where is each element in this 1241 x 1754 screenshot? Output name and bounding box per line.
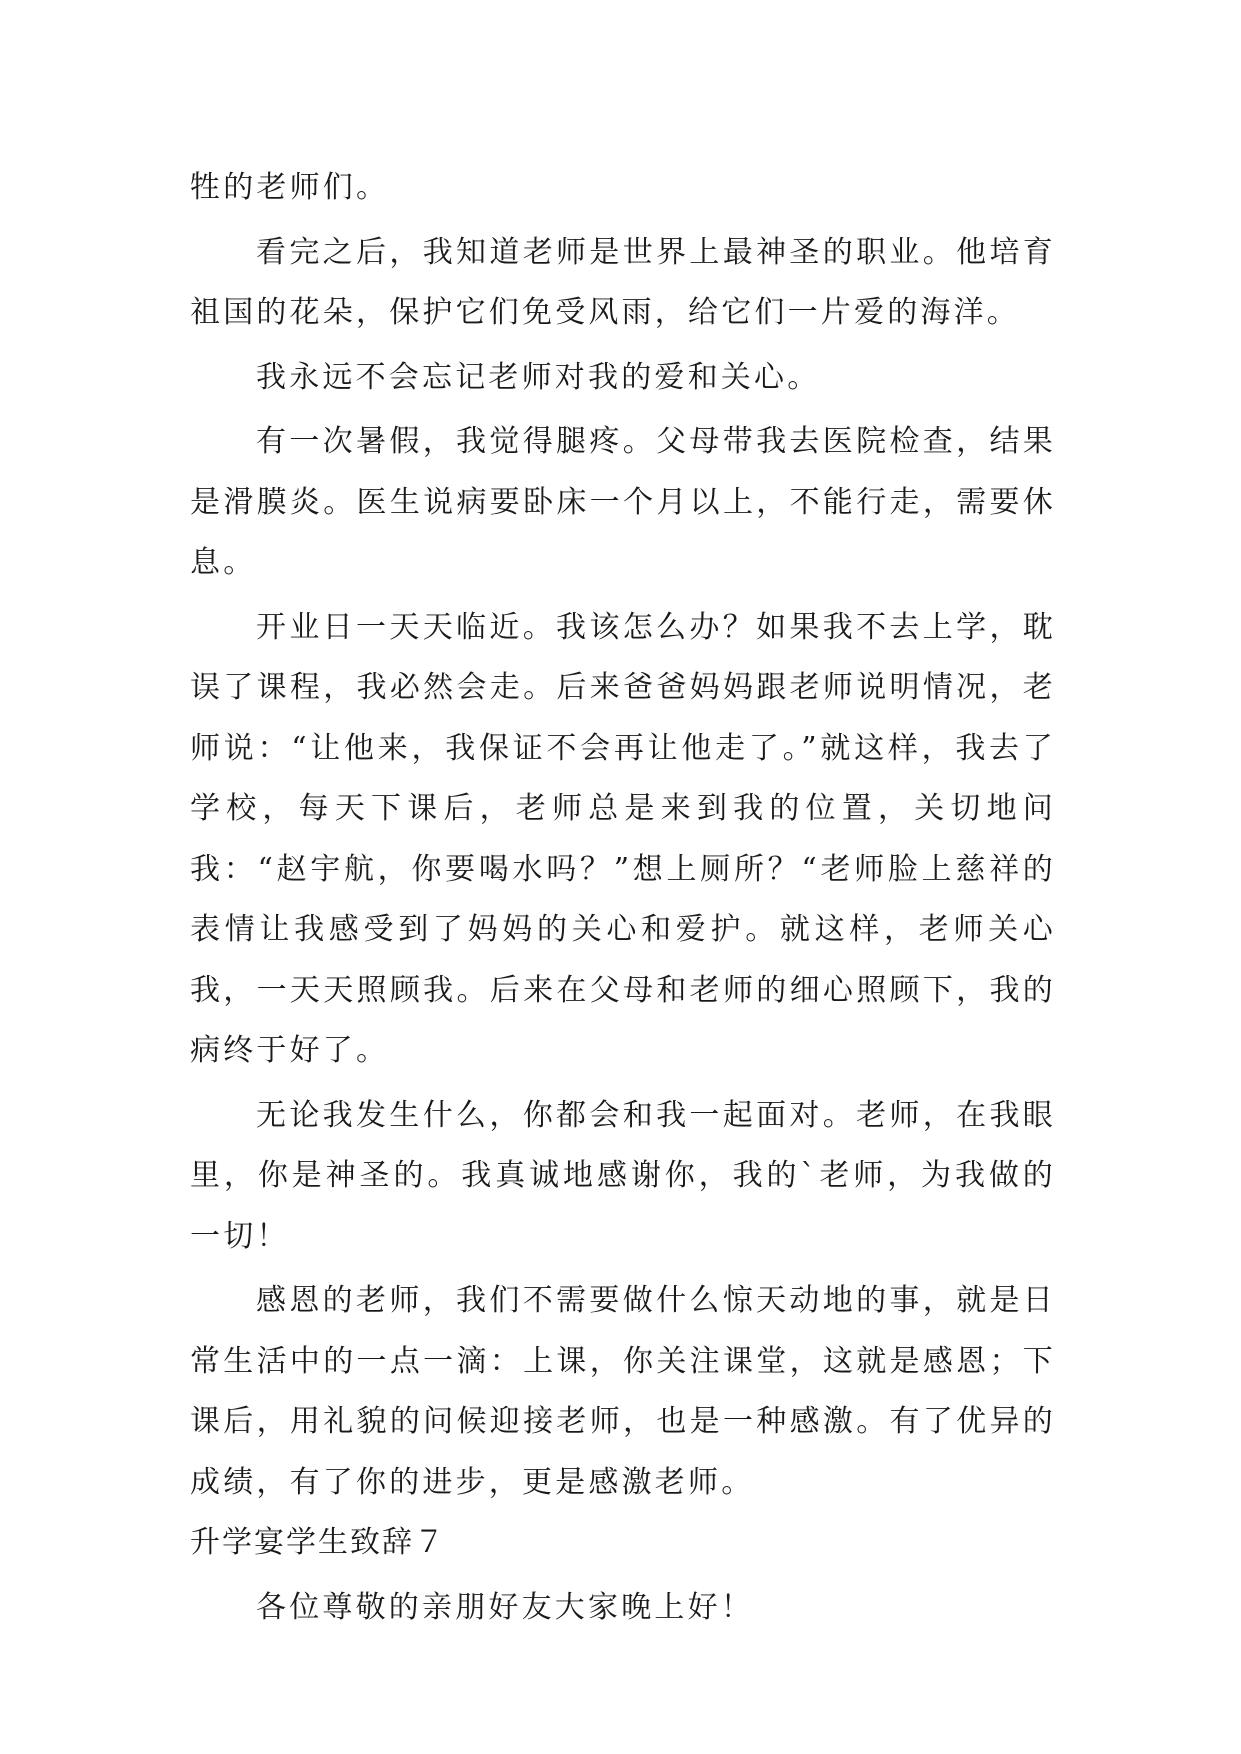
paragraph-4: 有一次暑假，我觉得腿疼。父母带我去医院检查，结果是滑膜炎。医生说病要卧床一个月以上，不能行走，需要休息。 xyxy=(190,424,1056,580)
paragraph-5: 开业日一天天临近。我该怎么办？如果我不去上学，耽误了课程，我必然会走。后来爸爸妈妈跟老师说明情况，老师说：“让他来，我保证不会再让他走了。”就这样，我去了学校，每天下课后，老师总是来到我的位置，关切地问我：“赵宇航，你要喝水吗？”想上厕所？“老师脸上慈祥的表情让我感受到了妈妈的关心和爱护。就这样，老师关心我，一天天照顾我。后来在父母和老师的细心照顾下，我的病终于好了。 xyxy=(190,609,1056,1068)
paragraph-1: 牲的老师们。 xyxy=(190,170,390,205)
paragraph-6: 无论我发生什么，你都会和我一起面对。老师，在我眼里，你是神圣的。我真诚地感谢你，我的`老师，为我做的一切！ xyxy=(190,1097,1056,1254)
closing-greeting: 各位尊敬的亲朋好友大家晚上好！ xyxy=(256,1589,754,1625)
paragraph-3: 我永远不会忘记老师对我的爱和关心。 xyxy=(256,359,821,395)
document-body xyxy=(190,158,1056,1638)
section-heading: 升学宴学生致辞７ xyxy=(190,1525,446,1560)
paragraph-2: 看完之后，我知道老师是世界上最神圣的职业。他培育祖国的花朵，保护它们免受风雨，给它们一片爱的海洋。 xyxy=(190,234,1056,330)
paragraph-7: 感恩的老师，我们不需要做什么惊天动地的事，就是日常生活中的一点一滴：上课，你关注课堂，这就是感恩；下课后，用礼貌的问候迎接老师，也是一种感激。有了优异的成绩，有了你的进步，更是感激老师。 xyxy=(190,1283,1056,1500)
